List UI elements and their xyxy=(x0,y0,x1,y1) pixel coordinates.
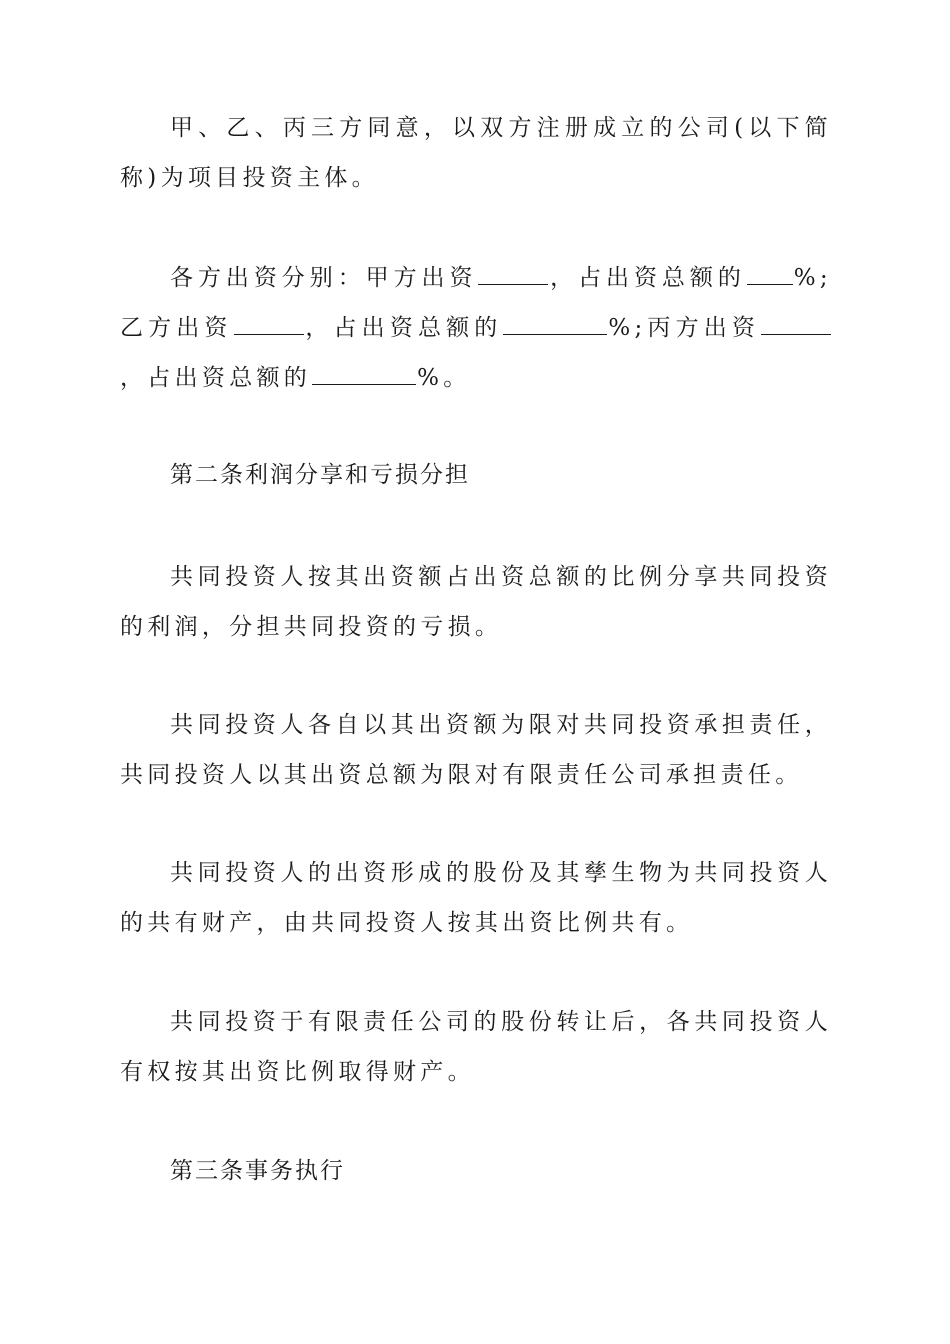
contribution-text-5: %;丙方出资 xyxy=(608,315,760,341)
paragraph-profit-ratio: 共同投资人按其出资额占出资总额的比例分享共同投资的利润，分担共同投资的亏损。 xyxy=(120,564,832,640)
paragraph-liability: 共同投资人各自以其出资额为限对共同投资承担责任，共同投资人以其出资总额为限对有限责任公司承担责任。 xyxy=(120,712,832,788)
paragraph-investment-subject: 甲、乙、丙三方同意，以双方注册成立的公司(以下简称)为项目投资主体。 xyxy=(120,115,832,191)
contribution-text-3: %;乙方出资 xyxy=(120,265,832,341)
party-b-percent-blank[interactable] xyxy=(503,312,607,335)
paragraph-capital-contribution xyxy=(120,253,832,403)
contribution-text-7: %。 xyxy=(417,365,471,391)
section-heading-affairs-execution: 第三条事务执行 xyxy=(170,1158,345,1184)
contribution-text-4: ，占出资总额的 xyxy=(304,315,503,341)
party-c-percent-blank[interactable] xyxy=(312,362,416,385)
section-heading-profit-sharing: 第二条利润分享和亏损分担 xyxy=(170,462,470,488)
contribution-text-2: ，占出资总额的 xyxy=(549,265,746,291)
party-b-amount-blank[interactable] xyxy=(234,312,304,335)
party-a-percent-blank[interactable] xyxy=(747,262,793,285)
party-a-amount-blank[interactable] xyxy=(478,262,548,285)
contribution-text-1: 各方出资分别：甲方出资 xyxy=(170,265,478,291)
contribution-text-6: ，占出资总额的 xyxy=(120,365,312,391)
party-c-amount-blank[interactable] xyxy=(761,312,831,335)
paragraph-shared-property: 共同投资人的出资形成的股份及其孳生物为共同投资人的共有财产，由共同投资人按其出资比例共有。 xyxy=(120,860,832,936)
paragraph-share-transfer: 共同投资于有限责任公司的股份转让后，各共同投资人有权按其出资比例取得财产。 xyxy=(120,1009,832,1085)
